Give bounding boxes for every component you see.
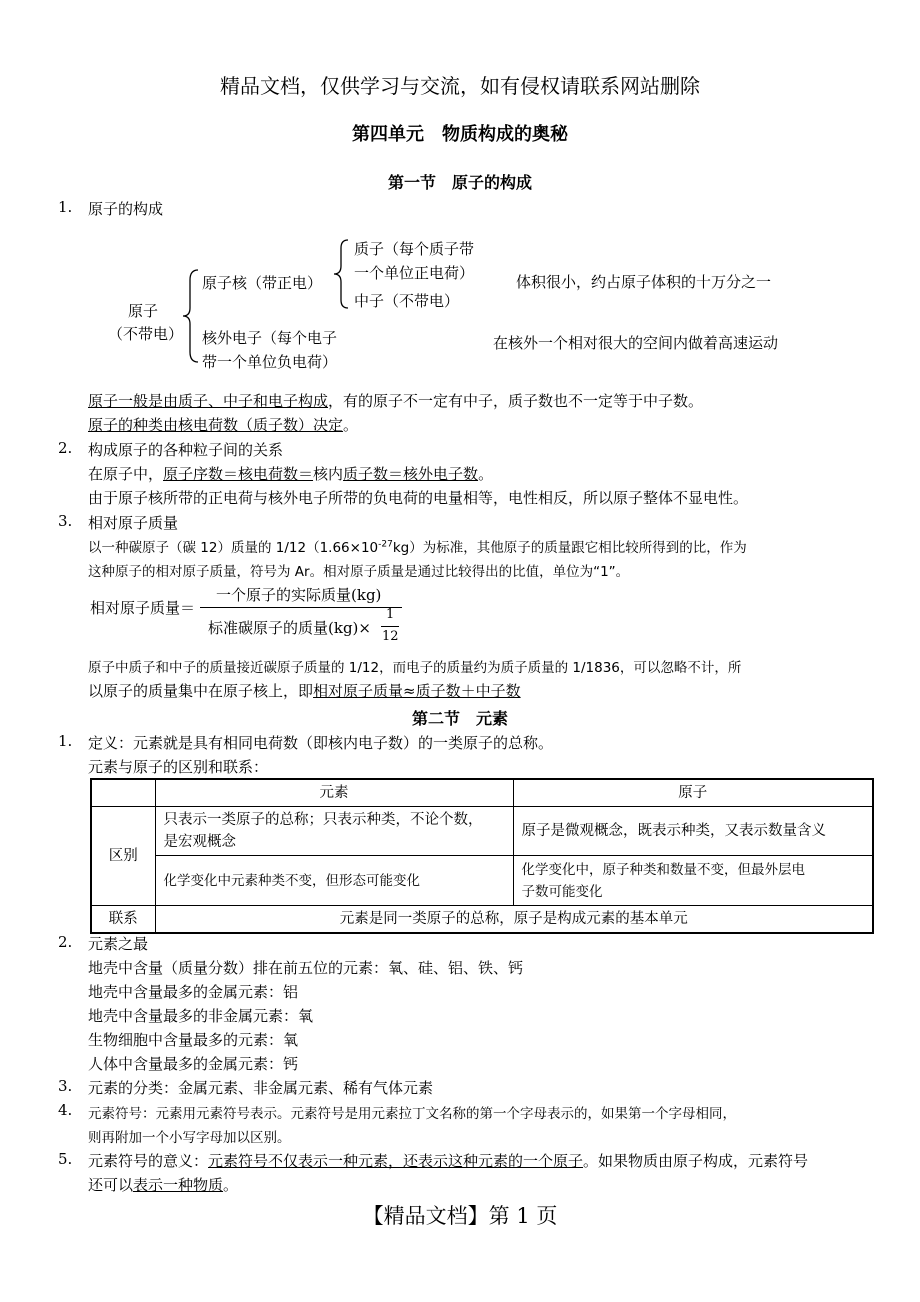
- symbol-meaning-line1: [88, 1150, 808, 1171]
- header-atom: 原子: [513, 779, 873, 807]
- item1-number: 1.: [58, 198, 73, 216]
- link-label-cell: 联系: [91, 906, 155, 934]
- diff-atom-2-line1: 化学变化中，原子种类和数量不变，但最外层电: [521, 861, 805, 878]
- diff-atom-cell-1: 原子是微观概念，既表示种类，又表示数量含义: [513, 807, 873, 856]
- formula-lhs: 相对原子质量＝: [90, 599, 196, 617]
- s2-item5-number: 5.: [58, 1150, 73, 1168]
- diff-atom-cell-2: [513, 856, 873, 906]
- neutrality-note: 由于原子核所带的正电荷与核外电子所带的负电荷的电量相等，电性相反，所以原子整体不显电性。: [88, 489, 749, 507]
- diff-element-1-line2: 是宏观概念: [163, 834, 236, 850]
- relative-mass-def-line2: 这种原子的相对原子质量，符号为 Ar。相对原子质量是通过比较得出的比值，单位为“1”。: [88, 564, 630, 580]
- symbol-meaning-prefix: 元素符号的意义：: [88, 1152, 209, 1170]
- table-row: [91, 906, 873, 934]
- formula-numerator: 一个原子的实际质量(kg): [216, 586, 382, 604]
- item3-number: 3.: [58, 512, 73, 530]
- item2-number: 2.: [58, 439, 73, 457]
- symbol-meaning-underlined: 元素符号不仅表示一种元素，还表示这种元素的一个原子: [208, 1152, 584, 1170]
- atom-composition-note: [88, 390, 703, 411]
- table-row: [91, 807, 873, 856]
- formula-fraction-bar: [200, 607, 402, 608]
- proton-label-line1: 质子（每个质子带: [354, 240, 475, 258]
- list-item: 地壳中含量最多的非金属元素：氧: [88, 1007, 314, 1025]
- unit-title: 第四单元 物质构成的奥秘: [352, 124, 568, 145]
- mass-line2-underlined: 相对原子质量≈质子数＋中子数: [313, 682, 521, 700]
- def-part-a: 以一种碳原子（碳 12）质量的 1/12（1.66×10: [88, 540, 379, 556]
- symbol-meaning-l2-end: 。: [223, 1176, 239, 1194]
- relation-prefix: 在原子中，: [88, 465, 164, 483]
- mass-concentration-line1: 原子中质子和中子的质量接近碳原子质量的 1/12，而电子的质量约为质子质量的 1/1836，可以忽略不计，所: [88, 660, 742, 676]
- table-corner-cell: [91, 779, 155, 807]
- diff-element-cell-1: [155, 807, 513, 856]
- atom-type-underlined: 原子的种类由核电荷数（质子数）决定: [88, 416, 344, 434]
- watermark-header: 精品文档，仅供学习与交流，如有侵权请联系网站删除: [220, 74, 700, 98]
- element-atom-comparison-table: [90, 778, 874, 934]
- link-text-cell: 元素是同一类原子的总称，原子是构成元素的基本单元: [155, 906, 873, 934]
- electron-note: 在核外一个相对很大的空间内做着高速运动: [493, 334, 779, 352]
- item2-heading: 构成原子的各种粒子间的关系: [88, 441, 284, 459]
- s2-item3-number: 3.: [58, 1077, 73, 1095]
- atom-type-note: [88, 414, 358, 435]
- relation-underlined-1: 原子序数＝核电荷数＝: [163, 465, 314, 483]
- formula-denominator: 标准碳原子的质量(kg)×: [208, 619, 371, 637]
- relation-underlined-2: 质子数＝核外电子数: [343, 465, 479, 483]
- element-symbol-line2: 则再附加一个小写字母加以区别。: [88, 1130, 291, 1146]
- list-item: 人体中含量最多的金属元素：钙: [88, 1055, 299, 1073]
- mass-concentration-line2: [88, 680, 521, 701]
- symbol-meaning-rest: 。如果物质由原子构成，元素符号: [583, 1152, 809, 1170]
- def-exponent: -27: [378, 539, 393, 550]
- section1-title: 第一节 原子的构成: [387, 173, 532, 192]
- element-classification: 元素的分类：金属元素、非金属元素、稀有气体元素: [88, 1079, 434, 1097]
- diff-element-1-line1: 只表示一类原子的总称；只表示种类，不论个数，: [163, 812, 483, 828]
- nucleus-label: 原子核（带正电）: [202, 274, 323, 292]
- s2-item4-number: 4.: [58, 1101, 73, 1119]
- atom-label: 原子: [128, 302, 159, 320]
- list-item: 地壳中含量最多的金属元素：铝: [88, 983, 299, 1001]
- mass-line2-prefix: 以原子的质量集中在原子核上，即: [88, 682, 314, 700]
- atom-charge-label: （不带电）: [108, 325, 184, 343]
- def-part-b: kg）为标准，其他原子的质量跟它相比较所得到的比，作为: [392, 540, 747, 556]
- atom-composition-rest: ，有的原子不一定有中子，质子数也不一定等于中子数。: [328, 392, 704, 410]
- list-item: 生物细胞中含量最多的元素：氧: [88, 1031, 299, 1049]
- proton-label-line2: 一个单位正电荷）: [354, 264, 475, 282]
- table-header-row: [91, 779, 873, 807]
- nucleus-brace-icon: [330, 238, 350, 310]
- relative-mass-def-line1: [88, 536, 747, 556]
- item3-heading: 相对原子质量: [88, 514, 179, 532]
- element-symbol-line1: 元素符号：元素用元素符号表示。元素符号是用元素拉丁文名称的第一个字母表示的，如果第一个字母相同，: [88, 1106, 736, 1122]
- s2-item1-number: 1.: [58, 732, 73, 750]
- formula-sub-fraction-bar: [381, 626, 399, 627]
- electron-label-line1: 核外电子（每个电子: [202, 329, 338, 347]
- table-row: [91, 856, 873, 906]
- relation-end: 。: [478, 465, 494, 483]
- atom-type-rest: 。: [343, 416, 359, 434]
- formula-sub-denominator: 12: [382, 629, 399, 644]
- item1-heading: 原子的构成: [88, 200, 164, 218]
- element-atom-compare-intro: 元素与原子的区别和联系：: [88, 758, 269, 776]
- atom-brace-icon: [180, 268, 200, 364]
- symbol-meaning-line2: [88, 1174, 238, 1195]
- diff-atom-2-line2: 子数可能变化: [521, 883, 603, 900]
- formula-sub-numerator: 1: [386, 607, 395, 622]
- page-footer: 【精品文档】第 1 页: [362, 1204, 558, 1228]
- header-element: 元素: [155, 779, 513, 807]
- s2-item2-number: 2.: [58, 933, 73, 951]
- electron-label-line2: 带一个单位负电荷）: [202, 353, 338, 371]
- nucleus-note: 体积很小，约占原子体积的十万分之一: [516, 273, 772, 291]
- relation-mid: 核内: [313, 465, 344, 483]
- symbol-meaning-l2-prefix: 还可以: [88, 1176, 134, 1194]
- symbol-meaning-l2-underlined: 表示一种物质: [133, 1176, 224, 1194]
- list-item: 地壳中含量（质量分数）排在前五位的元素：氧、硅、铝、铁、钙: [88, 959, 524, 977]
- neutron-label: 中子（不带电）: [354, 292, 460, 310]
- s2-item2-heading: 元素之最: [88, 935, 149, 953]
- section2-title: 第二节 元素: [411, 709, 508, 728]
- diff-element-cell-2: 化学变化中元素种类不变，但形态可能变化: [155, 856, 513, 906]
- particle-relation: [88, 463, 493, 484]
- diff-label-cell: 区别: [91, 807, 155, 906]
- atom-composition-underlined: 原子一般是由质子、中子和电子构成: [88, 392, 329, 410]
- element-definition: 定义：元素就是具有相同电荷数（即核内电子数）的一类原子的总称。: [88, 734, 554, 752]
